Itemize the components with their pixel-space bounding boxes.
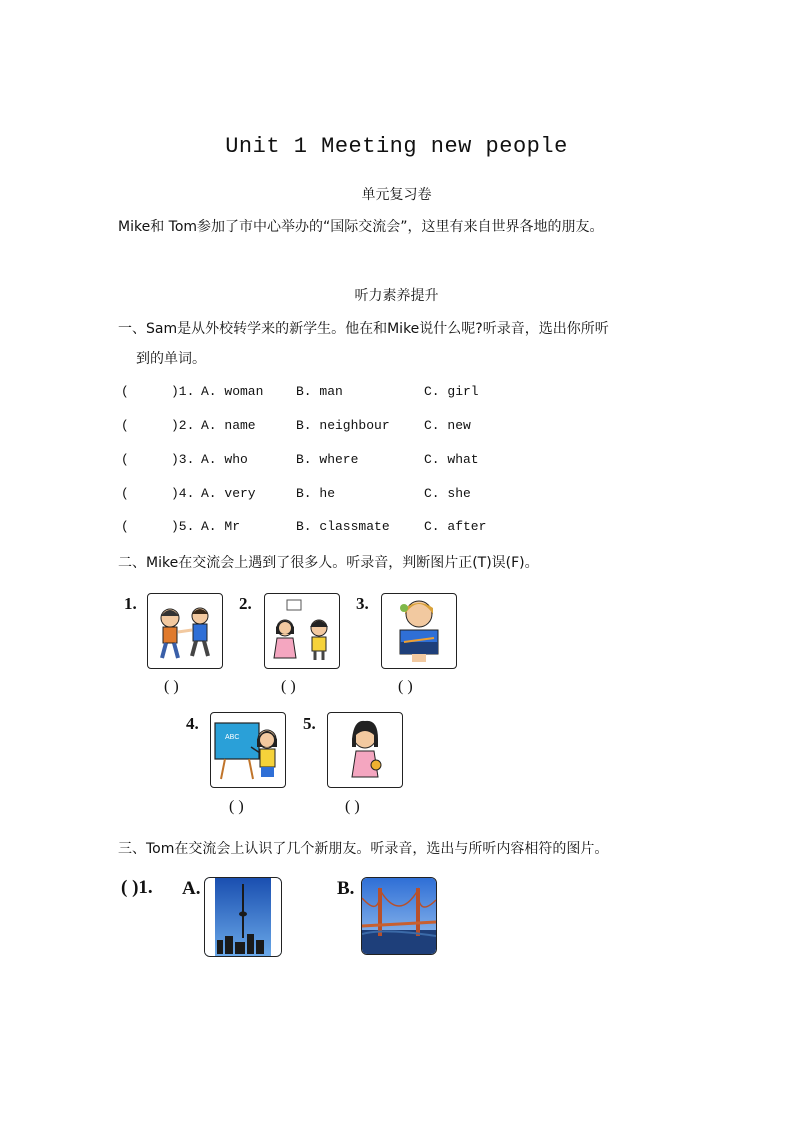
part3-instruction: 三、Tom在交流会上认识了几个新朋友。听录音，选出与所听内容相符的图片。: [118, 841, 609, 857]
option-a: A. name: [201, 418, 256, 433]
picture-number: 5.: [303, 714, 316, 733]
part1-instruction-cont: 到的单词。: [136, 351, 206, 367]
page-title: Unit 1 Meeting new people: [225, 134, 568, 159]
option-c: C. what: [424, 452, 479, 467]
option-c: C. new: [424, 418, 471, 433]
answer-paren[interactable]: (: [121, 519, 129, 534]
part1-instruction: 一、Sam是从外校转学来的新学生。他在和Mike说什么呢?听录音，选出你所听: [118, 321, 609, 337]
option-b: B. where: [296, 452, 359, 467]
answer-paren[interactable]: (: [121, 486, 129, 501]
answer-paren[interactable]: ( ): [345, 798, 360, 815]
option-a: A. woman: [201, 384, 264, 399]
question-number: )5.: [171, 519, 195, 534]
option-b-label: B.: [337, 878, 355, 899]
part2-instruction: 二、Mike在交流会上遇到了很多人。听录音，判断图片正(T)误(F)。: [118, 555, 539, 571]
answer-paren[interactable]: ( ): [229, 798, 244, 815]
option-b: B. neighbour: [296, 418, 390, 433]
option-a: A. who: [201, 452, 248, 467]
answer-paren[interactable]: (: [121, 418, 129, 433]
picture-two-girls: [264, 593, 340, 669]
option-a: A. very: [201, 486, 256, 501]
picture-number: 2.: [239, 594, 252, 613]
option-a: A. Mr: [201, 519, 241, 534]
answer-paren[interactable]: (: [121, 384, 129, 399]
question-number: )4.: [171, 486, 195, 501]
option-c: C. after: [424, 519, 487, 534]
answer-paren[interactable]: ( ): [164, 678, 179, 695]
question-number: )2.: [171, 418, 195, 433]
picture-two-boys: [147, 593, 223, 669]
question-number: )3.: [171, 452, 195, 467]
option-a-label: A.: [182, 878, 201, 899]
picture-number: 3.: [356, 594, 369, 613]
option-b: B. he: [296, 486, 336, 501]
picture-number: 4.: [186, 714, 199, 733]
listening-heading: 听力素养提升: [354, 288, 439, 304]
question-number: )1.: [171, 384, 195, 399]
picture-teacher-at-board: [210, 712, 286, 788]
answer-paren[interactable]: ( )1.: [121, 877, 153, 898]
photo-golden-gate-bridge[interactable]: [361, 877, 437, 955]
option-b: B. man: [296, 384, 343, 399]
intro-text: Mike和 Tom参加了市中心举办的“国际交流会”，这里有来自世界各地的朋友。: [118, 219, 604, 235]
option-c: C. she: [424, 486, 471, 501]
option-c: C. girl: [424, 384, 479, 399]
picture-girl-with-photo: [381, 593, 457, 669]
picture-woman: [327, 712, 403, 788]
answer-paren[interactable]: ( ): [281, 678, 296, 695]
board-text: ABC: [225, 734, 240, 741]
answer-paren[interactable]: (: [121, 452, 129, 467]
answer-paren[interactable]: ( ): [398, 678, 413, 695]
option-b: B. classmate: [296, 519, 390, 534]
photo-city-tower[interactable]: [204, 877, 282, 957]
page-subtitle: 单元复习卷: [361, 187, 432, 203]
picture-number: 1.: [124, 594, 137, 613]
